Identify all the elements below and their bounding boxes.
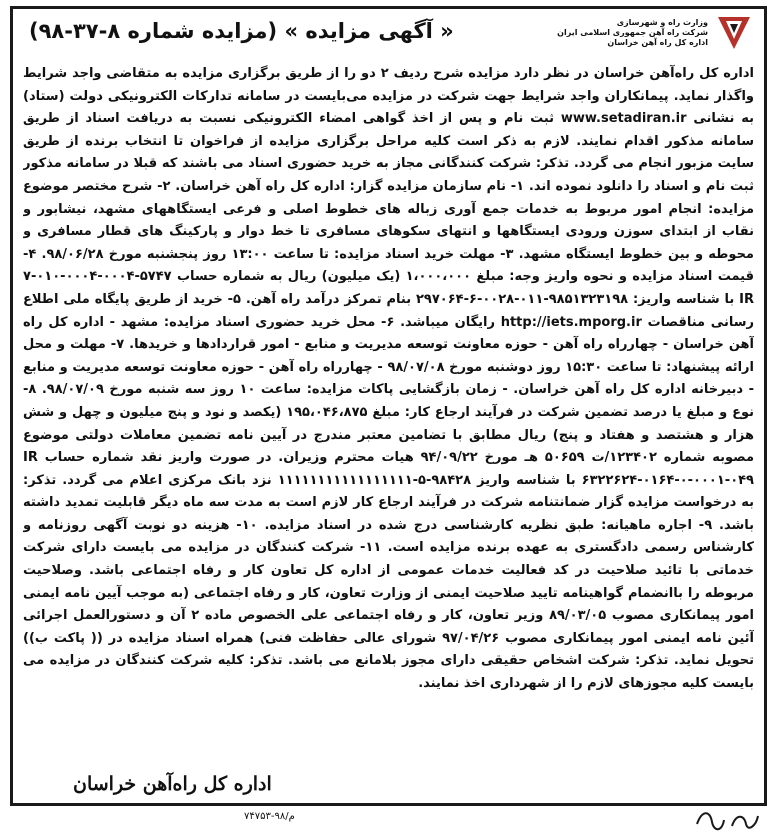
org-line-ministry: وزارت راه و شهرسازی xyxy=(616,18,708,27)
handwritten-note-text: ۶۹۲ xyxy=(692,806,694,807)
org-line-directorate: اداره کل راه آهن خراسان xyxy=(607,38,708,47)
ad-frame xyxy=(10,6,767,806)
ad-body-text: اداره کل راه‌آهن خراسان در نظر دارد مزایده شرح ردیف ۲ دو را از طریق برگزاری مزایده به متقاضی واجد شرایط واگذار نماید. پیمانکاران واجد شرایط جهت شرکت در مزایده می‌بایست در سامانه تدارکات الکترونیکی دولت (ستاد) به نشانی www.setadiran.ir ثبت نام و پس از اخذ گواهی امضاء الکترونیکی نسبت به دریافت اسناد از طریق سامانه مذکور اقدام نمایند. لازم به ذکر است کلیه مراحل برگزاری مزایده از فراخوان تا انتخاب برنده از طریق سایت مزبور انجام می گردد. تذکر: شرکت کنندگانی مجاز به خرید حضوری اسناد می باشند که قبلا در سامانه مذکور ثبت نام و اسناد را دانلود نموده اند. ۱- نام سازمان مزایده گزار: اداره کل راه آهن خراسان. ۲- شرح مختصر موضوع مزایده: انجام امور مربوط به خدمات جمع آوری زباله های خطوط اصلی و فرعی ایستگاههای مشهد، نیشابور و نقاب از ابتدای سوزن ورودی ایستگاهها و انتهای سکوهای مسافری تا خط دوار و پارکینگ های قطار مسافری و محوطه و بین خطوط ایستگاه مشهد. ۳- مهلت خرید اسناد مزایده: تا ساعت ۱۳:۰۰ روز پنجشنبه مورخ ۹۸/۰۶/۲۸. ۴- قیمت اسناد مزایده و نحوه واریز وجه: مبلغ ۱،۰۰۰،۰۰۰ (یک میلیون) ریال به شماره حساب ۵۷۴۷-۰۰۰۴-۰۰۰۴-۰۱۰-۷ IR با شناسه واریز: ۹۸۵۱۳۲۳۱۹۸-۰۱۱-۰۰۲۸-۶-۲۹۷۰۶۴ بنام تمرکز درآمد راه آهن. ۵- خرید از طریق پایگاه ملی اطلاع رسانی مناقصات http://iets.mporg.ir رایگان میباشد. ۶- محل خرید حضوری اسناد مزایده: مشهد - اداره کل راه آهن خراسان - چهارراه راه آهن - حوزه معاونت توسعه مدیریت و منابع - امور قراردادها و خریدها. ۷- مهلت و محل ارائه پیشنهاد: تا ساعت ۱۵:۳۰ روز دوشنبه مورخ ۹۸/۰۷/۰۸ - چهارراه راه آهن - حوزه معاونت توسعه مدیریت و منابع - دبیرخانه اداره کل راه آهن خراسان. - زمان بازگشایی پاکات مزایده: ساعت ۱۰ روز سه شنبه مورخ ۹۸/۰۷/۰۹. ۸- نوع و مبلغ یا درصد تضمین شرکت در فرآیند ارجاع کار: مبلغ ۱۹۵،۰۴۶،۸۷۵ (یکصد و نود و پنج میلیون و چهل و شش هزار و هشتصد و هفتاد و پنج) ریال مطابق با تضامین معتبر مندرج در آیین نامه تضمین معاملات دولتی موضوع مصوبه شماره ۱۲۳۴۰۲/ت ۵۰۶۵۹ هـ مورخ ۹۴/۰۹/۲۲ هیات محترم وزیران. در صورت واریز نقد شماره حساب IR ۶۳۲۲۶۲۴-۰۱۶۴-۰-۰۰۰۱-۰۴۹ با شناسه واریز ۹۸۴۲۸-۵-۱۱۱۱۱۱۱۱۱۱۱۱۱۱۱۱۱ نزد بانک مرکزی اعلام می گردد. تذکر: به درخواست مزایده گزار ضمانتنامه شرکت در فرآیند ارجاع کار لازم است به مدت سه ماه دیگر قابلیت تمدید داشته باشد. ۹- اجاره ماهیانه: طبق نظریه کارشناسی درج شده در اسناد مزایده. ۱۰- هزینه دو نوبت آگهی روزنامه و کارشناس رسمی دادگستری به عهده برنده مزایده است. ۱۱- شرکت کنندگان در مزایده می بایست دارای شرکت خدماتی با تائید صلاحیت در کد فعالیت خدمات عمومی از اداره کل تعاون کار و رفاه اجتماعی باشد. وصلاحیت مربوطه را باانضمام گواهینامه تایید صلاحیت ایمنی از وزارت تعاون، کار و رفاه اجتماعی (به موجب آیین نامه ایمنی امور پیمانکاری مصوب ۸۹/۰۳/۰۵ وزیر تعاون، کار و رفاه اجتماعی علی الخصوص ماده ۲ آن و دستورالعمل اجرائی آئین نامه ایمنی امور پیمانکاری مصوب ۹۷/۰۴/۲۶ شورای عالی حفاظت فنی) همراه اسناد مزایده در (( پاکت ب)) تحویل نماید. تذکر: شرکت اشخاص حقیقی دارای مجوز بلامانع می باشد. تذکر: کلیه شرکت کنندگان در مزایده می بایست کلیه مجوزهای لازم را از شهرداری اخذ نمایند. xyxy=(23,66,754,692)
org-line-company: شرکت راه آهن جمهوری اسلامی ایران xyxy=(557,28,708,37)
ad-header xyxy=(23,13,754,63)
ad-title: « آگهی مزایده » (مزایده شماره ۸-۳۷-۹۸) xyxy=(29,19,454,43)
railway-logo-icon xyxy=(714,13,754,53)
signature-line: اداره کل راه‌آهن خراسان xyxy=(73,773,272,795)
organization-name xyxy=(557,18,708,48)
handwritten-note xyxy=(692,806,762,836)
reference-number: م/۹۸-۷۴۷۵۳ xyxy=(244,811,295,822)
organization-block xyxy=(557,13,754,53)
